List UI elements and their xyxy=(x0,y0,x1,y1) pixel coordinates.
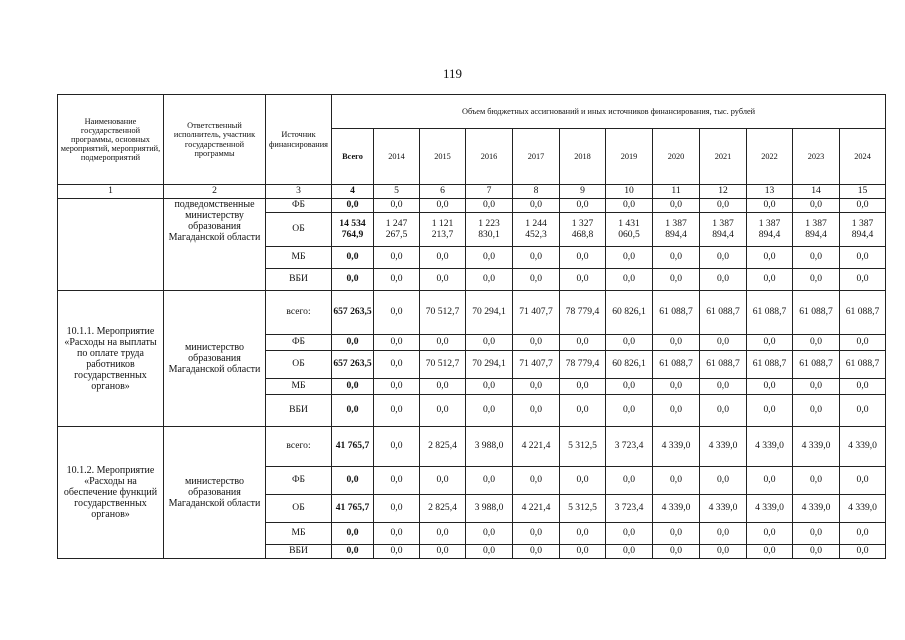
funding-source: ОБ xyxy=(266,495,332,523)
year-value: 0,0 xyxy=(466,247,513,269)
executor: министерство образования Магаданской области xyxy=(164,427,266,559)
funding-source: всего: xyxy=(266,291,332,335)
year-value: 0,0 xyxy=(700,467,747,495)
year-value: 0,0 xyxy=(466,335,513,351)
year-value: 0,0 xyxy=(560,199,606,213)
year-value: 0,0 xyxy=(374,269,420,291)
header-year: 2018 xyxy=(560,129,606,185)
year-value: 0,0 xyxy=(840,199,886,213)
year-value: 0,0 xyxy=(747,199,793,213)
year-value: 0,0 xyxy=(653,395,700,427)
total-value: 657 263,5 xyxy=(332,291,374,335)
year-value: 0,0 xyxy=(606,545,653,559)
header-year: 2015 xyxy=(420,129,466,185)
year-value: 0,0 xyxy=(747,269,793,291)
column-number: 15 xyxy=(840,185,886,199)
year-value: 61 088,7 xyxy=(793,351,840,379)
column-number: 9 xyxy=(560,185,606,199)
year-value: 0,0 xyxy=(700,269,747,291)
year-value: 0,0 xyxy=(560,335,606,351)
year-value: 0,0 xyxy=(653,335,700,351)
year-value: 1 387 894,4 xyxy=(793,213,840,247)
year-value: 0,0 xyxy=(747,523,793,545)
year-value: 0,0 xyxy=(793,269,840,291)
header-source: Источник финансирования xyxy=(266,95,332,185)
year-value: 0,0 xyxy=(466,467,513,495)
year-value: 70 294,1 xyxy=(466,291,513,335)
funding-source: ОБ xyxy=(266,213,332,247)
year-value: 0,0 xyxy=(513,467,560,495)
year-value: 0,0 xyxy=(700,379,747,395)
column-number: 8 xyxy=(513,185,560,199)
year-value: 0,0 xyxy=(466,523,513,545)
activity-name: 10.1.1. Мероприятие «Расходы на выплаты по оплате труда работников государственных органов» xyxy=(58,291,164,427)
header-year: 2017 xyxy=(513,129,560,185)
year-value: 61 088,7 xyxy=(700,351,747,379)
year-value: 1 247 267,5 xyxy=(374,213,420,247)
header-year: 2021 xyxy=(700,129,747,185)
year-value: 0,0 xyxy=(420,247,466,269)
year-value: 70 512,7 xyxy=(420,291,466,335)
year-value: 0,0 xyxy=(747,379,793,395)
year-value: 4 339,0 xyxy=(653,427,700,467)
header-year: 2022 xyxy=(747,129,793,185)
total-value: 41 765,7 xyxy=(332,495,374,523)
total-value: 0,0 xyxy=(332,545,374,559)
year-value: 0,0 xyxy=(560,395,606,427)
column-number: 5 xyxy=(374,185,420,199)
year-value: 0,0 xyxy=(653,379,700,395)
column-number: 11 xyxy=(653,185,700,199)
year-value: 0,0 xyxy=(560,523,606,545)
column-number: 13 xyxy=(747,185,793,199)
year-value: 1 431 060,5 xyxy=(606,213,653,247)
year-value: 0,0 xyxy=(606,199,653,213)
year-value: 0,0 xyxy=(374,427,420,467)
total-value: 0,0 xyxy=(332,395,374,427)
year-value: 0,0 xyxy=(420,523,466,545)
column-number: 3 xyxy=(266,185,332,199)
year-value: 0,0 xyxy=(700,545,747,559)
year-value: 61 088,7 xyxy=(700,291,747,335)
year-value: 0,0 xyxy=(653,269,700,291)
year-value: 0,0 xyxy=(466,395,513,427)
activity-name: 10.1.2. Мероприятие «Расходы на обеспечение функций государственных органов» xyxy=(58,427,164,559)
year-value: 0,0 xyxy=(560,467,606,495)
year-value: 0,0 xyxy=(840,395,886,427)
executor: министерство образования Магаданской области xyxy=(164,291,266,427)
funding-source: ВБИ xyxy=(266,545,332,559)
year-value: 0,0 xyxy=(420,269,466,291)
year-value: 0,0 xyxy=(700,199,747,213)
year-value: 0,0 xyxy=(653,247,700,269)
year-value: 0,0 xyxy=(374,247,420,269)
year-value: 0,0 xyxy=(466,545,513,559)
total-value: 0,0 xyxy=(332,467,374,495)
year-value: 0,0 xyxy=(747,247,793,269)
year-value: 0,0 xyxy=(513,545,560,559)
year-value: 61 088,7 xyxy=(747,351,793,379)
year-value: 3 988,0 xyxy=(466,495,513,523)
year-value: 0,0 xyxy=(420,379,466,395)
year-value: 0,0 xyxy=(793,395,840,427)
column-number: 10 xyxy=(606,185,653,199)
year-value: 61 088,7 xyxy=(747,291,793,335)
year-value: 0,0 xyxy=(840,545,886,559)
year-value: 0,0 xyxy=(793,467,840,495)
funding-source: МБ xyxy=(266,247,332,269)
year-value: 0,0 xyxy=(606,379,653,395)
year-value: 0,0 xyxy=(840,523,886,545)
year-value: 0,0 xyxy=(747,335,793,351)
total-value: 0,0 xyxy=(332,523,374,545)
header-year: 2024 xyxy=(840,129,886,185)
year-value: 0,0 xyxy=(466,269,513,291)
year-value: 0,0 xyxy=(374,199,420,213)
year-value: 0,0 xyxy=(466,379,513,395)
table-row xyxy=(58,291,886,335)
year-value: 4 339,0 xyxy=(747,427,793,467)
year-value: 1 327 468,8 xyxy=(560,213,606,247)
year-value: 0,0 xyxy=(420,335,466,351)
year-value: 0,0 xyxy=(560,247,606,269)
year-value: 0,0 xyxy=(653,523,700,545)
year-value: 61 088,7 xyxy=(840,291,886,335)
year-value: 4 221,4 xyxy=(513,495,560,523)
year-value: 0,0 xyxy=(840,379,886,395)
year-value: 4 339,0 xyxy=(653,495,700,523)
year-value: 0,0 xyxy=(747,395,793,427)
year-value: 0,0 xyxy=(793,523,840,545)
year-value: 70 294,1 xyxy=(466,351,513,379)
column-number: 12 xyxy=(700,185,747,199)
year-value: 0,0 xyxy=(606,467,653,495)
year-value: 0,0 xyxy=(374,379,420,395)
year-value: 0,0 xyxy=(747,545,793,559)
year-value: 78 779,4 xyxy=(560,351,606,379)
header-year: 2016 xyxy=(466,129,513,185)
header-year: 2020 xyxy=(653,129,700,185)
year-value: 3 988,0 xyxy=(466,427,513,467)
year-value: 1 387 894,4 xyxy=(700,213,747,247)
year-value: 61 088,7 xyxy=(653,291,700,335)
year-value: 0,0 xyxy=(606,269,653,291)
header-name: Наименование государственной программы, основных мероприятий, мероприятий, подмероприятий xyxy=(58,95,164,185)
year-value: 78 779,4 xyxy=(560,291,606,335)
year-value: 0,0 xyxy=(513,523,560,545)
page-number: 119 xyxy=(442,66,463,81)
year-value: 60 826,1 xyxy=(606,351,653,379)
year-value: 0,0 xyxy=(420,545,466,559)
header-year: 2019 xyxy=(606,129,653,185)
year-value: 0,0 xyxy=(793,199,840,213)
year-value: 61 088,7 xyxy=(653,351,700,379)
year-value: 0,0 xyxy=(374,545,420,559)
year-value: 0,0 xyxy=(374,335,420,351)
year-value: 1 121 213,7 xyxy=(420,213,466,247)
year-value: 0,0 xyxy=(374,291,420,335)
year-value: 61 088,7 xyxy=(793,291,840,335)
funding-source: ФБ xyxy=(266,335,332,351)
funding-source: всего: xyxy=(266,427,332,467)
year-value: 0,0 xyxy=(420,467,466,495)
year-value: 4 339,0 xyxy=(700,427,747,467)
budget-table xyxy=(57,94,886,559)
year-value: 0,0 xyxy=(840,467,886,495)
year-value: 0,0 xyxy=(793,379,840,395)
year-value: 3 723,4 xyxy=(606,427,653,467)
column-number: 2 xyxy=(164,185,266,199)
year-value: 1 244 452,3 xyxy=(513,213,560,247)
total-value: 0,0 xyxy=(332,335,374,351)
funding-source: ВБИ xyxy=(266,395,332,427)
year-value: 0,0 xyxy=(700,395,747,427)
year-value: 1 223 830,1 xyxy=(466,213,513,247)
year-value: 71 407,7 xyxy=(513,351,560,379)
year-value: 2 825,4 xyxy=(420,495,466,523)
year-value: 0,0 xyxy=(840,335,886,351)
year-value: 70 512,7 xyxy=(420,351,466,379)
year-value: 1 387 894,4 xyxy=(840,213,886,247)
year-value: 2 825,4 xyxy=(420,427,466,467)
year-value: 0,0 xyxy=(513,269,560,291)
year-value: 0,0 xyxy=(793,247,840,269)
year-value: 0,0 xyxy=(420,199,466,213)
year-value: 1 387 894,4 xyxy=(653,213,700,247)
year-value: 0,0 xyxy=(374,495,420,523)
year-value: 4 339,0 xyxy=(747,495,793,523)
year-value: 0,0 xyxy=(420,395,466,427)
year-value: 0,0 xyxy=(700,335,747,351)
year-value: 0,0 xyxy=(560,545,606,559)
executor: подведомственные министерству образования Магаданской области xyxy=(164,199,266,291)
column-number: 7 xyxy=(466,185,513,199)
year-value: 0,0 xyxy=(700,523,747,545)
year-value: 0,0 xyxy=(700,247,747,269)
year-value: 3 723,4 xyxy=(606,495,653,523)
year-value: 0,0 xyxy=(374,467,420,495)
year-value: 0,0 xyxy=(560,379,606,395)
total-value: 41 765,7 xyxy=(332,427,374,467)
year-value: 61 088,7 xyxy=(840,351,886,379)
funding-source: МБ xyxy=(266,379,332,395)
year-value: 0,0 xyxy=(513,247,560,269)
header-year: 2014 xyxy=(374,129,420,185)
year-value: 0,0 xyxy=(793,335,840,351)
year-value: 0,0 xyxy=(606,335,653,351)
year-value: 5 312,5 xyxy=(560,495,606,523)
header-year: 2023 xyxy=(793,129,840,185)
year-value: 60 826,1 xyxy=(606,291,653,335)
total-value: 14 534 764,9 xyxy=(332,213,374,247)
year-value: 4 339,0 xyxy=(793,427,840,467)
funding-source: ВБИ xyxy=(266,269,332,291)
total-value: 657 263,5 xyxy=(332,351,374,379)
year-value: 0,0 xyxy=(374,523,420,545)
funding-source: ОБ xyxy=(266,351,332,379)
column-number-row xyxy=(58,185,886,199)
total-value: 0,0 xyxy=(332,199,374,213)
column-number: 14 xyxy=(793,185,840,199)
year-value: 0,0 xyxy=(840,247,886,269)
year-value: 4 339,0 xyxy=(840,495,886,523)
year-value: 0,0 xyxy=(793,545,840,559)
year-value: 0,0 xyxy=(374,351,420,379)
header-row-1 xyxy=(58,95,886,129)
year-value: 0,0 xyxy=(747,467,793,495)
year-value: 0,0 xyxy=(840,269,886,291)
year-value: 1 387 894,4 xyxy=(747,213,793,247)
total-value: 0,0 xyxy=(332,379,374,395)
year-value: 0,0 xyxy=(606,523,653,545)
year-value: 0,0 xyxy=(513,335,560,351)
funding-source: МБ xyxy=(266,523,332,545)
year-value: 0,0 xyxy=(653,467,700,495)
table-row xyxy=(58,199,886,213)
table-row xyxy=(58,427,886,467)
year-value: 4 339,0 xyxy=(840,427,886,467)
year-value: 0,0 xyxy=(606,247,653,269)
column-number: 1 xyxy=(58,185,164,199)
year-value: 71 407,7 xyxy=(513,291,560,335)
column-number: 4 xyxy=(332,185,374,199)
year-value: 0,0 xyxy=(513,199,560,213)
year-value: 0,0 xyxy=(606,395,653,427)
header-total: Всего xyxy=(332,129,374,185)
year-value: 0,0 xyxy=(513,395,560,427)
year-value: 0,0 xyxy=(653,545,700,559)
funding-source: ФБ xyxy=(266,467,332,495)
year-value: 0,0 xyxy=(513,379,560,395)
total-value: 0,0 xyxy=(332,247,374,269)
year-value: 4 339,0 xyxy=(700,495,747,523)
header-executor: Ответственный исполнитель, участник государственной программы xyxy=(164,95,266,185)
year-value: 4 221,4 xyxy=(513,427,560,467)
year-value: 0,0 xyxy=(466,199,513,213)
total-value: 0,0 xyxy=(332,269,374,291)
activity-name xyxy=(58,199,164,291)
funding-source: ФБ xyxy=(266,199,332,213)
year-value: 4 339,0 xyxy=(793,495,840,523)
year-value: 5 312,5 xyxy=(560,427,606,467)
year-value: 0,0 xyxy=(374,395,420,427)
year-value: 0,0 xyxy=(560,269,606,291)
column-number: 6 xyxy=(420,185,466,199)
year-value: 0,0 xyxy=(653,199,700,213)
header-volume: Объем бюджетных ассигнований и иных источников финансирования, тыс. рублей xyxy=(332,95,886,129)
